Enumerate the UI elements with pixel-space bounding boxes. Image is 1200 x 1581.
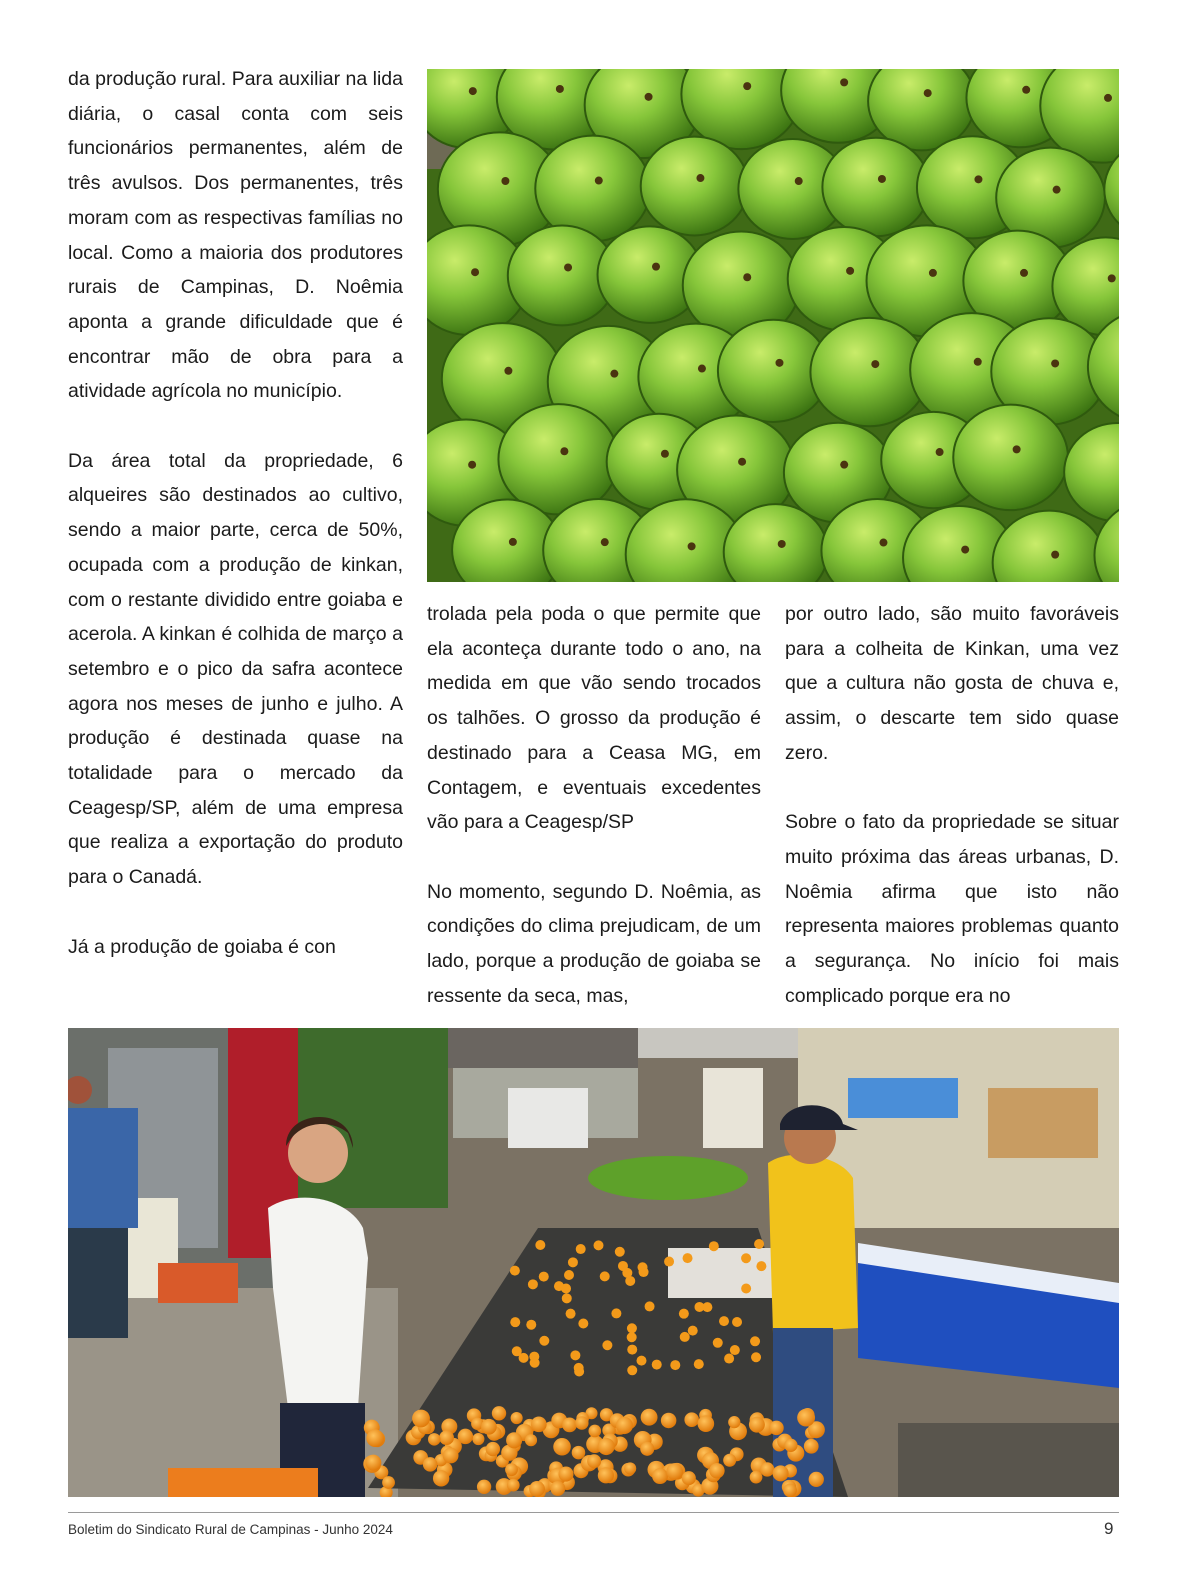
kumquat-fruit <box>661 1413 677 1429</box>
kumquat-fruit <box>749 1417 765 1433</box>
kumquat-fruit <box>730 1345 740 1355</box>
guava-stem <box>504 367 512 375</box>
kumquat-fruit <box>652 1360 662 1370</box>
kumquat-fruit <box>598 1438 615 1455</box>
kumquat-fruit <box>713 1338 723 1348</box>
guava-stem <box>610 370 618 378</box>
guava-stem <box>840 461 848 469</box>
kumquat-fruit <box>519 1353 529 1363</box>
guava-stem <box>1020 269 1028 277</box>
kumquat-fruit <box>751 1352 761 1362</box>
kumquat-fruit <box>688 1326 698 1336</box>
kumquat-fruit <box>741 1283 751 1293</box>
guava-stem <box>601 538 609 546</box>
kumquat-fruit <box>684 1412 699 1427</box>
kumquat-fruit <box>683 1253 693 1263</box>
kumquat-fruit <box>638 1262 648 1272</box>
kumquat-fruit <box>750 1336 760 1346</box>
footer-rule <box>68 1512 1119 1513</box>
guava-stem <box>564 263 572 271</box>
kumquat-fruit <box>528 1279 538 1289</box>
kumquat-fruit <box>458 1429 473 1444</box>
guava-stem <box>778 540 786 548</box>
kumquat-fruit <box>505 1463 518 1476</box>
guava-stem <box>509 538 517 546</box>
text-column-middle <box>427 597 761 1013</box>
kumquat-fruit <box>670 1360 680 1370</box>
kumquat-fruit <box>723 1454 736 1467</box>
guava-fruit <box>953 405 1068 511</box>
kumquat-fruit <box>553 1438 571 1456</box>
kumquat-fruit <box>539 1336 549 1346</box>
kumquat-fruit <box>510 1266 520 1276</box>
guava-stem <box>468 461 476 469</box>
packing-shed-photo <box>68 1028 1119 1497</box>
kumquat-fruit <box>732 1317 742 1327</box>
kumquat-fruit <box>773 1465 789 1481</box>
guava-stem <box>974 175 982 183</box>
kumquat-fruit <box>382 1476 395 1489</box>
kumquat-fruit <box>783 1484 797 1497</box>
guava-stem <box>1051 359 1059 367</box>
kumquat-fruit <box>554 1281 564 1291</box>
kumquat-fruit <box>506 1432 522 1448</box>
kumquat-fruit <box>627 1332 637 1342</box>
guava-stem <box>1108 274 1116 282</box>
kumquat-fruit <box>568 1257 578 1267</box>
kumquat-fruit <box>443 1448 459 1464</box>
guava-stem <box>595 177 603 185</box>
guava-stem <box>795 177 803 185</box>
guava-stem <box>652 263 660 271</box>
guava-stem <box>929 269 937 277</box>
guava-stem <box>501 177 509 185</box>
kumquat-fruit <box>809 1472 824 1487</box>
kumquat-fruit <box>594 1240 604 1250</box>
guava-fruit <box>498 404 618 514</box>
kumquat-fruit <box>769 1421 784 1436</box>
kumquat-fruit <box>365 1455 381 1471</box>
kumquat-fruit <box>756 1261 766 1271</box>
kumquat-fruit <box>526 1320 536 1330</box>
kumquat-fruit <box>679 1309 689 1319</box>
kumquat-fruit <box>627 1323 637 1333</box>
text-column-right <box>785 597 1119 1013</box>
kumquat-fruit <box>680 1332 690 1342</box>
kumquat-fruit <box>558 1467 573 1482</box>
kumquat-fruit <box>572 1446 586 1460</box>
kumquat-fruit <box>750 1471 763 1484</box>
paragraph: No momento, segundo D. Noêmia, as condições do clima prejudicam, de um lado, porque a produção de goiaba se ressente da seca, mas, <box>427 880 761 1007</box>
kumquat-fruit <box>754 1239 764 1249</box>
kumquat-fruit <box>600 1271 610 1281</box>
kumquat-fruit <box>741 1253 751 1263</box>
guava-stem <box>961 546 969 554</box>
guava-stem <box>556 85 564 93</box>
kumquat-fruit <box>624 1462 636 1474</box>
guava-stem <box>661 450 669 458</box>
kumquat-fruit <box>616 1417 633 1434</box>
kumquat-fruit <box>578 1319 588 1329</box>
kumquat-fruit <box>562 1293 572 1303</box>
guava-fruit <box>641 137 748 236</box>
kumquat-fruit <box>535 1240 545 1250</box>
kumquat-fruit <box>682 1471 696 1485</box>
kumquat-fruit <box>564 1270 574 1280</box>
kumquat-fruit <box>574 1367 584 1377</box>
kumquat-fruit <box>622 1268 632 1278</box>
kumquat-fruit <box>439 1430 454 1445</box>
kumquat-fruit <box>588 1425 601 1438</box>
paragraph: da produção rural. Para auxiliar na lida diária, o casal conta com seis funcionários permanentes, além de três avulsos. Dos permanentes, três moram com as respectivas famílias no local. Como a maioria dos produtores rurais de Campinas, D. Noêmia aponta a grande dificuldade que é encontrar mão de obra para a atividade agrícola no município. <box>68 68 403 403</box>
kumquat-fruit <box>719 1316 729 1326</box>
guava-stem <box>743 82 751 90</box>
kumquat-fruit <box>428 1433 440 1445</box>
guava-stem <box>871 360 879 368</box>
kumquat-fruit <box>472 1433 484 1445</box>
kumquat-fruit <box>728 1416 740 1428</box>
guava-stem <box>698 365 706 373</box>
kumquat-fruit <box>531 1416 547 1432</box>
kumquat-fruit <box>550 1481 565 1496</box>
kumquat-fruit <box>366 1429 384 1447</box>
kumquat-fruit <box>641 1409 658 1426</box>
kumquat-fruit <box>784 1439 797 1452</box>
paragraph: Da área total da propriedade, 6 alqueires são destinados ao cultivo, sendo a maior parte, cerca de 50%, ocupada com a produção de kinkan, com o restante dividido entre goiaba e acerola. A kinkan é colhida de março a setembro e o pico da safra acontece agora nos meses de junho e julho. A produção é destinada quase na totalidade para o mercado da Ceagesp/SP, além de uma empresa que realiza a exportação do produto para o Canadá. <box>68 449 403 889</box>
kumquat-fruit <box>615 1247 625 1257</box>
kumquat-fruit <box>539 1272 549 1282</box>
text-column-left <box>68 62 403 964</box>
kumquat-fruit <box>602 1340 612 1350</box>
footer-publication: Boletim do Sindicato Rural de Campinas - Junho 2024 <box>68 1522 393 1537</box>
kumquat-fruit <box>433 1470 449 1486</box>
guava-stem <box>743 273 751 281</box>
guava-stem <box>696 174 704 182</box>
page-number: 9 <box>1104 1519 1114 1538</box>
kumquat-fruit <box>627 1365 637 1375</box>
kumquat-fruit <box>598 1467 614 1483</box>
kumquat-fruit <box>587 1454 601 1468</box>
guava-stem <box>878 175 886 183</box>
kumquat-fruit <box>666 1463 683 1480</box>
kumquat-fruit <box>576 1244 586 1254</box>
guava-stem <box>974 358 982 366</box>
kumquat-fruit <box>664 1257 674 1267</box>
kumquat-fruit <box>570 1350 580 1360</box>
kumquat-fruit <box>486 1442 500 1456</box>
kumquat-fruit <box>698 1415 715 1432</box>
kumquat-fruit <box>481 1419 497 1435</box>
kumquat-fruit <box>645 1301 655 1311</box>
kumquat-fruit <box>797 1409 815 1427</box>
kumquat-fruit <box>724 1354 734 1364</box>
kumquat-fruit <box>477 1480 491 1494</box>
kumquat-fruit <box>694 1359 704 1369</box>
paragraph: trolada pela poda o que permite que ela aconteça durante todo o ano, na medida em que vão sendo trocados os talhões. O grosso da produção é destinado para a Ceasa MG, em Contagem, e eventuais excedentes vão para a Ceagesp/SP <box>427 603 761 834</box>
guava-stem <box>879 539 887 547</box>
kumquat-fruit <box>530 1358 540 1368</box>
kumquat-fruit <box>709 1463 724 1478</box>
kumquat-fruit <box>636 1356 646 1366</box>
paragraph: por outro lado, são muito favoráveis para a colheita de Kinkan, uma vez que a cultura não gosta de chuva e, assim, o descarte tem sido quase zero. <box>785 603 1119 764</box>
kumquat-fruit <box>627 1345 637 1355</box>
kumquat-fruit <box>511 1412 523 1424</box>
paragraph: Já a produção de goiaba é con <box>68 935 336 958</box>
kumquat-fruit <box>529 1481 545 1497</box>
guava-stem <box>840 78 848 86</box>
kumquat-fruit <box>575 1416 588 1429</box>
guava-stem <box>738 458 746 466</box>
paragraph: Sobre o fato da propriedade se situar muito próxima das áreas urbanas, D. Noêmia afirma que isto não representa maiores problemas quanto a segurança. No início foi mais complicado porque era no <box>785 811 1119 1007</box>
kumquat-fruit <box>525 1434 537 1446</box>
guava-stem <box>846 267 854 275</box>
kumquat-fruit <box>412 1410 430 1428</box>
kumquat-fruit <box>640 1442 654 1456</box>
guava-fruit <box>822 138 929 237</box>
kumquat-fruit <box>566 1309 576 1319</box>
kumquat-fruit <box>760 1462 774 1476</box>
kumquat-fruit <box>804 1439 819 1454</box>
guava-stem <box>469 87 477 95</box>
kumquat-fruit <box>694 1302 704 1312</box>
guava-stem <box>1104 94 1112 102</box>
guava-stem <box>645 93 653 101</box>
kumquat-fruit <box>709 1241 719 1251</box>
kumquat-fruit <box>510 1317 520 1327</box>
guava-stem <box>471 268 479 276</box>
guava-stem <box>1053 186 1061 194</box>
guava-stem <box>924 89 932 97</box>
guava-stem <box>936 448 944 456</box>
guavas-photo <box>427 69 1119 582</box>
guava-stem <box>775 359 783 367</box>
guava-stem <box>1013 445 1021 453</box>
kumquat-fruit <box>562 1417 577 1432</box>
kumquat-fruit <box>492 1406 506 1420</box>
guava-stem <box>688 542 696 550</box>
guava-stem <box>1022 86 1030 94</box>
guava-stem <box>1051 551 1059 559</box>
kumquat-fruit <box>611 1308 621 1318</box>
kumquat-fruit <box>652 1468 668 1484</box>
kumquat-fruit <box>423 1457 438 1472</box>
guava-stem <box>560 447 568 455</box>
kumquat-fruit <box>507 1479 520 1492</box>
